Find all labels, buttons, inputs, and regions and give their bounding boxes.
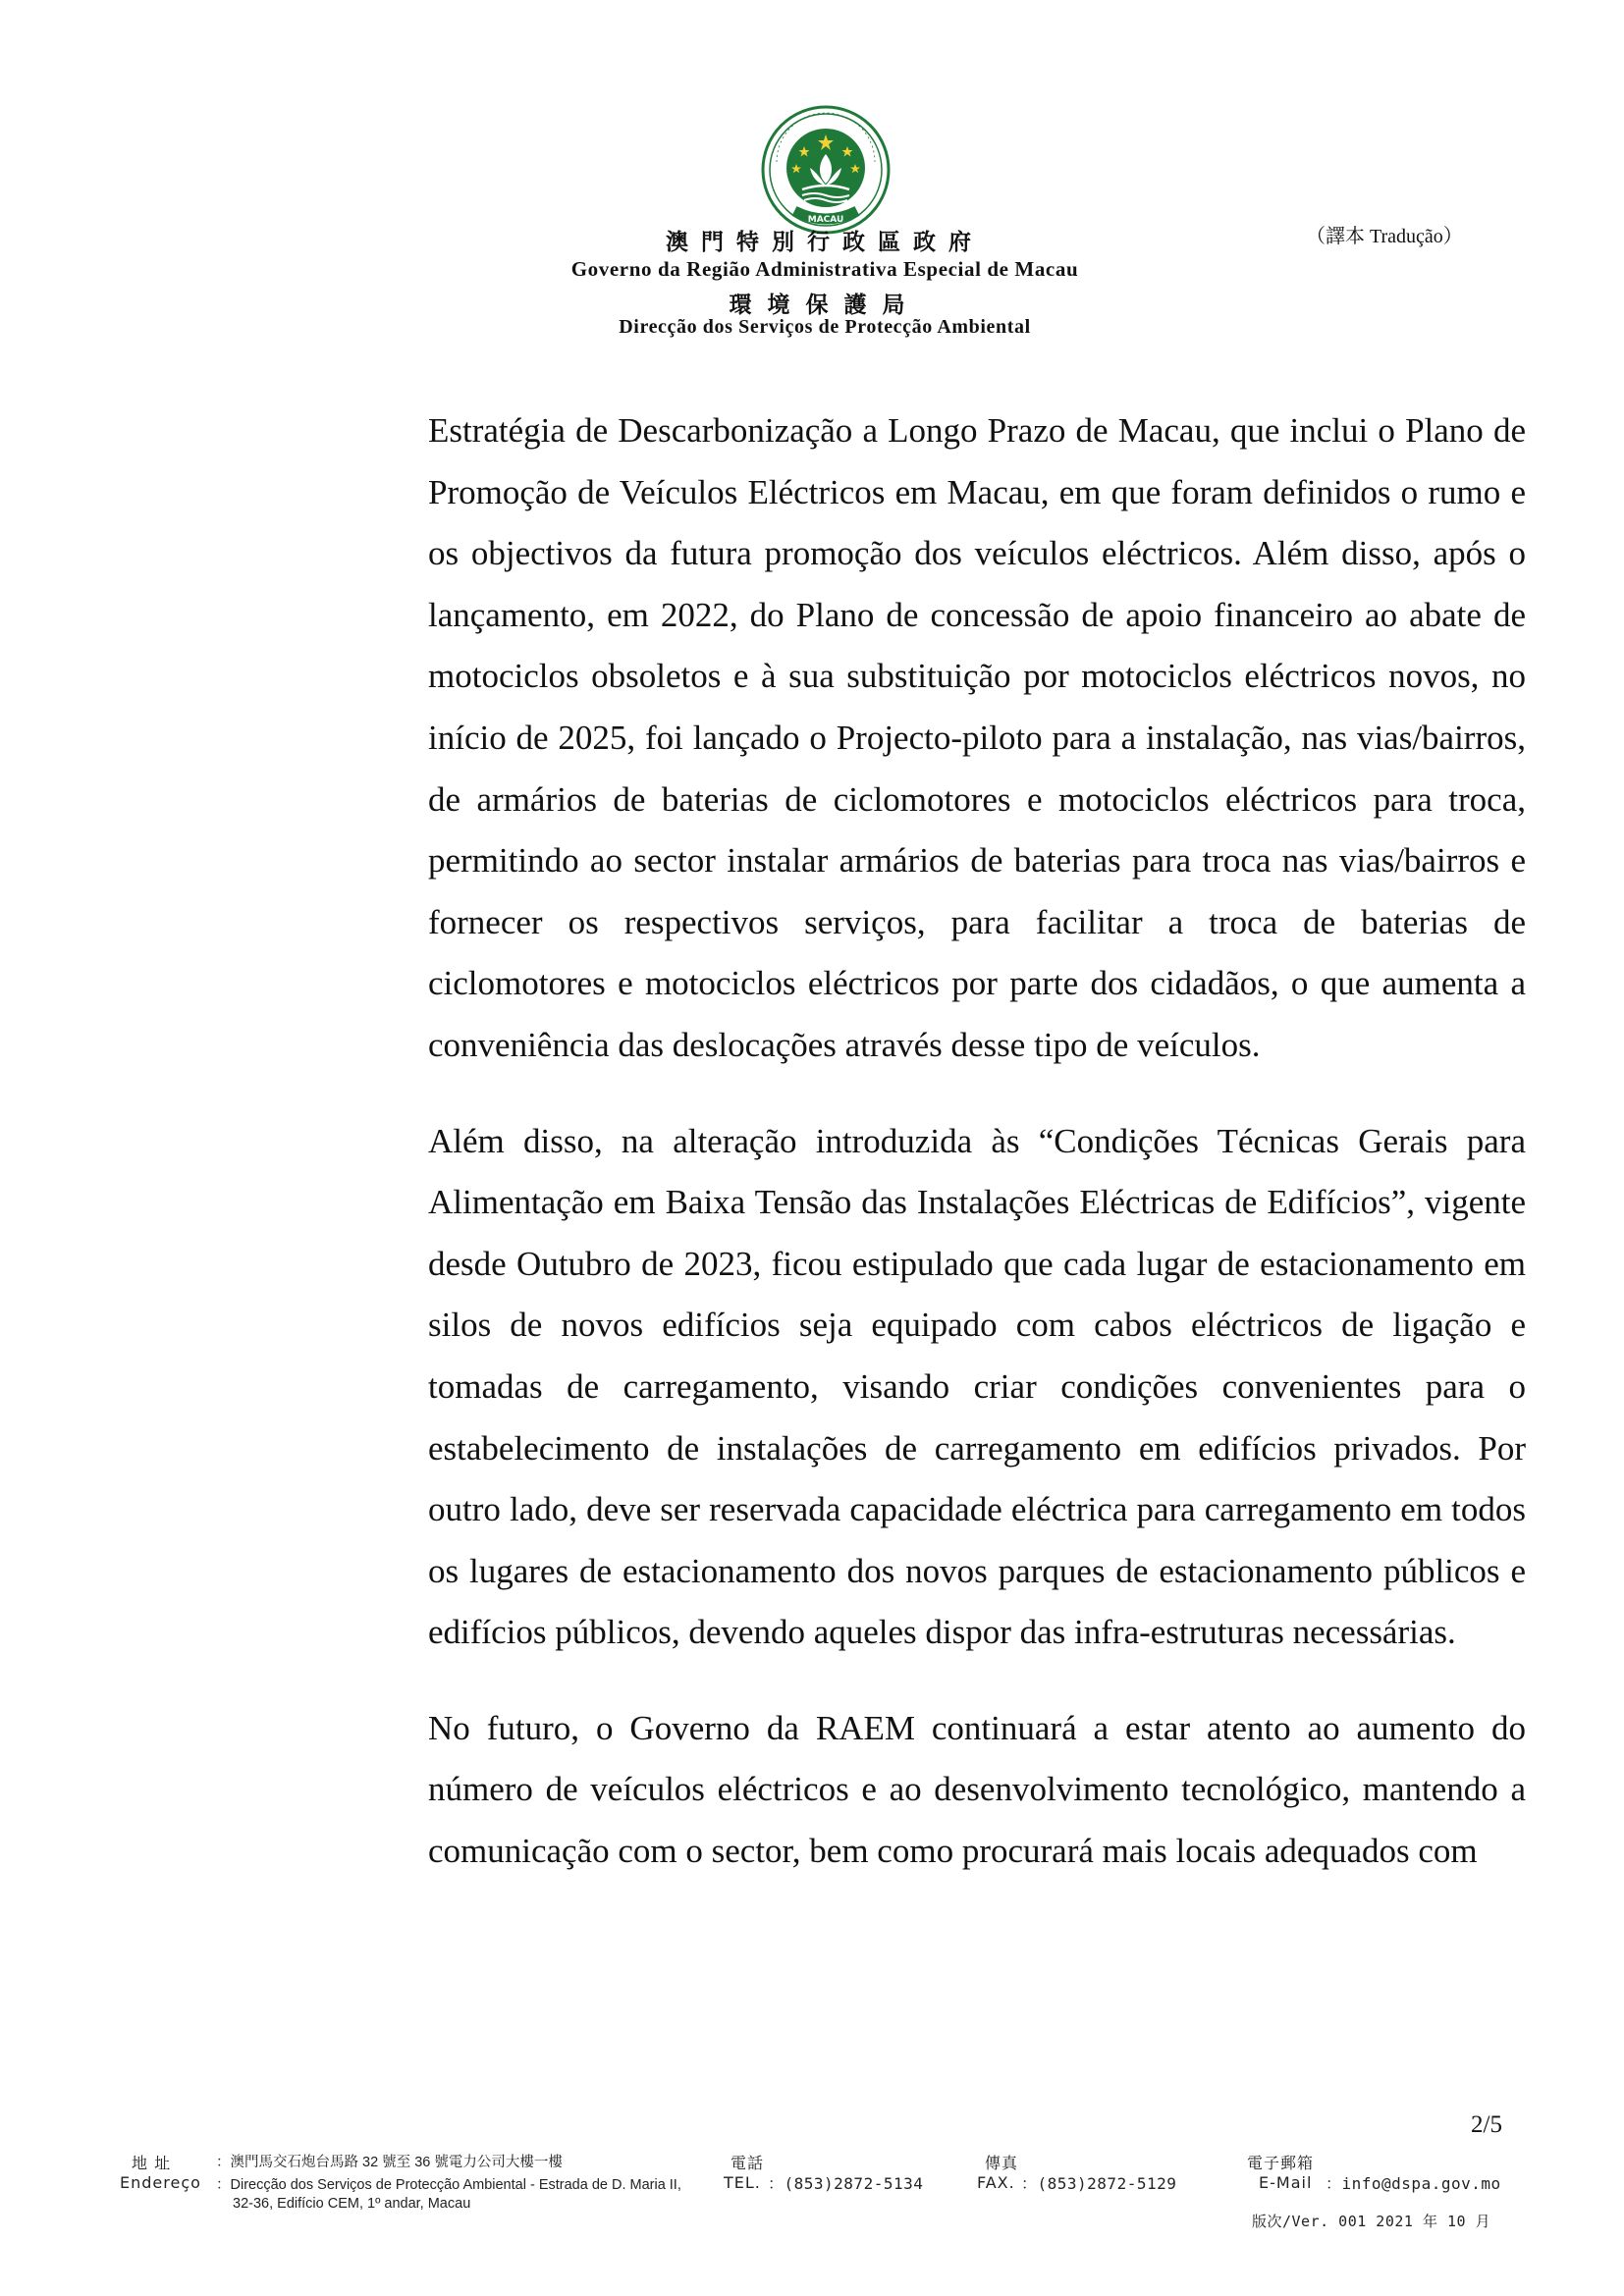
body-paragraph: Além disso, na alteração introduzida às “Condições Técnicas Gerais para Alimentação em Baixa Tensão das Instalações Eléctricas de Edifícios”, vigente desde Outubro de 2023, ficou estipulado que cada lugar de estacionamento em silos de novos edifícios seja equipado com cabos eléctricos de ligação e tomadas de carregamento, visando criar condições convenientes para o estabelecimento de instalações de carregamento em edifícios privados. Por outro lado, deve ser reservada capacidade eléctrica para carregamento em todos os lugares de estacionamento dos novos parques de estacionamento públicos e edifícios públicos, devendo aqueles dispor das infra-estruturas necessárias. xyxy=(428,1121,1526,1652)
government-name-chinese: 澳門特別行政區政府 xyxy=(666,230,984,254)
tel-value: ：(853)2872-5134 xyxy=(768,2174,924,2193)
page-number: 2/5 xyxy=(1471,2111,1502,2138)
macau-emblem-icon xyxy=(759,103,893,237)
address-chinese: ：澳門馬交石炮台馬路 32 號至 36 號電力公司大樓一樓 xyxy=(216,2155,563,2170)
address-label-portuguese: Endereço xyxy=(120,2173,201,2192)
email-label-chinese: 電子郵箱 xyxy=(1247,2154,1315,2172)
address-portuguese-line2: 32-36, Edifício CEM, 1º andar, Macau xyxy=(233,2196,471,2212)
tel-label-portuguese: TEL. xyxy=(724,2173,761,2192)
address-portuguese-line1: ：Direcção dos Serviços de Protecção Ambiental - Estrada de D. Maria II, xyxy=(216,2177,681,2193)
tel-label-chinese: 電話 xyxy=(731,2154,765,2172)
body-paragraph: No futuro, o Governo da RAEM continuará a estar atento ao aumento do número de veículos eléctricos e ao desenvolvimento tecnológico, mantendo a comunicação com o sector, bem como procurará mais locais adequados com xyxy=(428,1708,1526,1871)
document-body xyxy=(428,400,1526,1917)
version-note: 版次/Ver. 001 2021 年 10 月 xyxy=(1252,2213,1491,2230)
fax-value: ：(853)2872-5129 xyxy=(1021,2174,1177,2193)
email-label-portuguese: E-Mail xyxy=(1259,2173,1313,2192)
translation-note: （譯本 Tradução） xyxy=(1306,226,1463,247)
email-value: ：info@dspa.gov.mo xyxy=(1326,2174,1501,2193)
department-name-chinese: 環境保護局 xyxy=(729,293,921,317)
emblem-text: MACAU xyxy=(807,215,844,225)
fax-label-chinese: 傳真 xyxy=(985,2154,1019,2172)
department-name-portuguese: Direcção dos Serviços de Protecção Ambiental xyxy=(619,316,1031,338)
body-paragraph: Estratégia de Descarbonização a Longo Prazo de Macau, que inclui o Plano de Promoção de Veículos Eléctricos em Macau, em que foram definidos o rumo e os objectivos da futura promoção dos veículos eléctricos. Além disso, após o lançamento, em 2022, do Plano de concessão de apoio financeiro ao abate de motociclos obsoletos e à sua substituição por motociclos eléctricos novos, no início de 2025, foi lançado o Projecto-piloto para a instalação, nas vias/bairros, de armários de baterias de ciclomotores e motociclos eléctricos para troca, permitindo ao sector instalar armários de baterias para troca nas vias/bairros e fornecer os respectivos serviços, para facilitar a troca de baterias de ciclomotores e motociclos eléctricos por parte dos cidadãos, o que aumenta a conveniência das deslocações através desse tipo de veículos. xyxy=(428,411,1526,1064)
fax-label-portuguese: FAX. xyxy=(977,2173,1015,2192)
address-label-chinese: 地 址 xyxy=(132,2154,172,2172)
government-name-portuguese: Governo da Região Administrativa Especial de Macau xyxy=(570,257,1079,281)
